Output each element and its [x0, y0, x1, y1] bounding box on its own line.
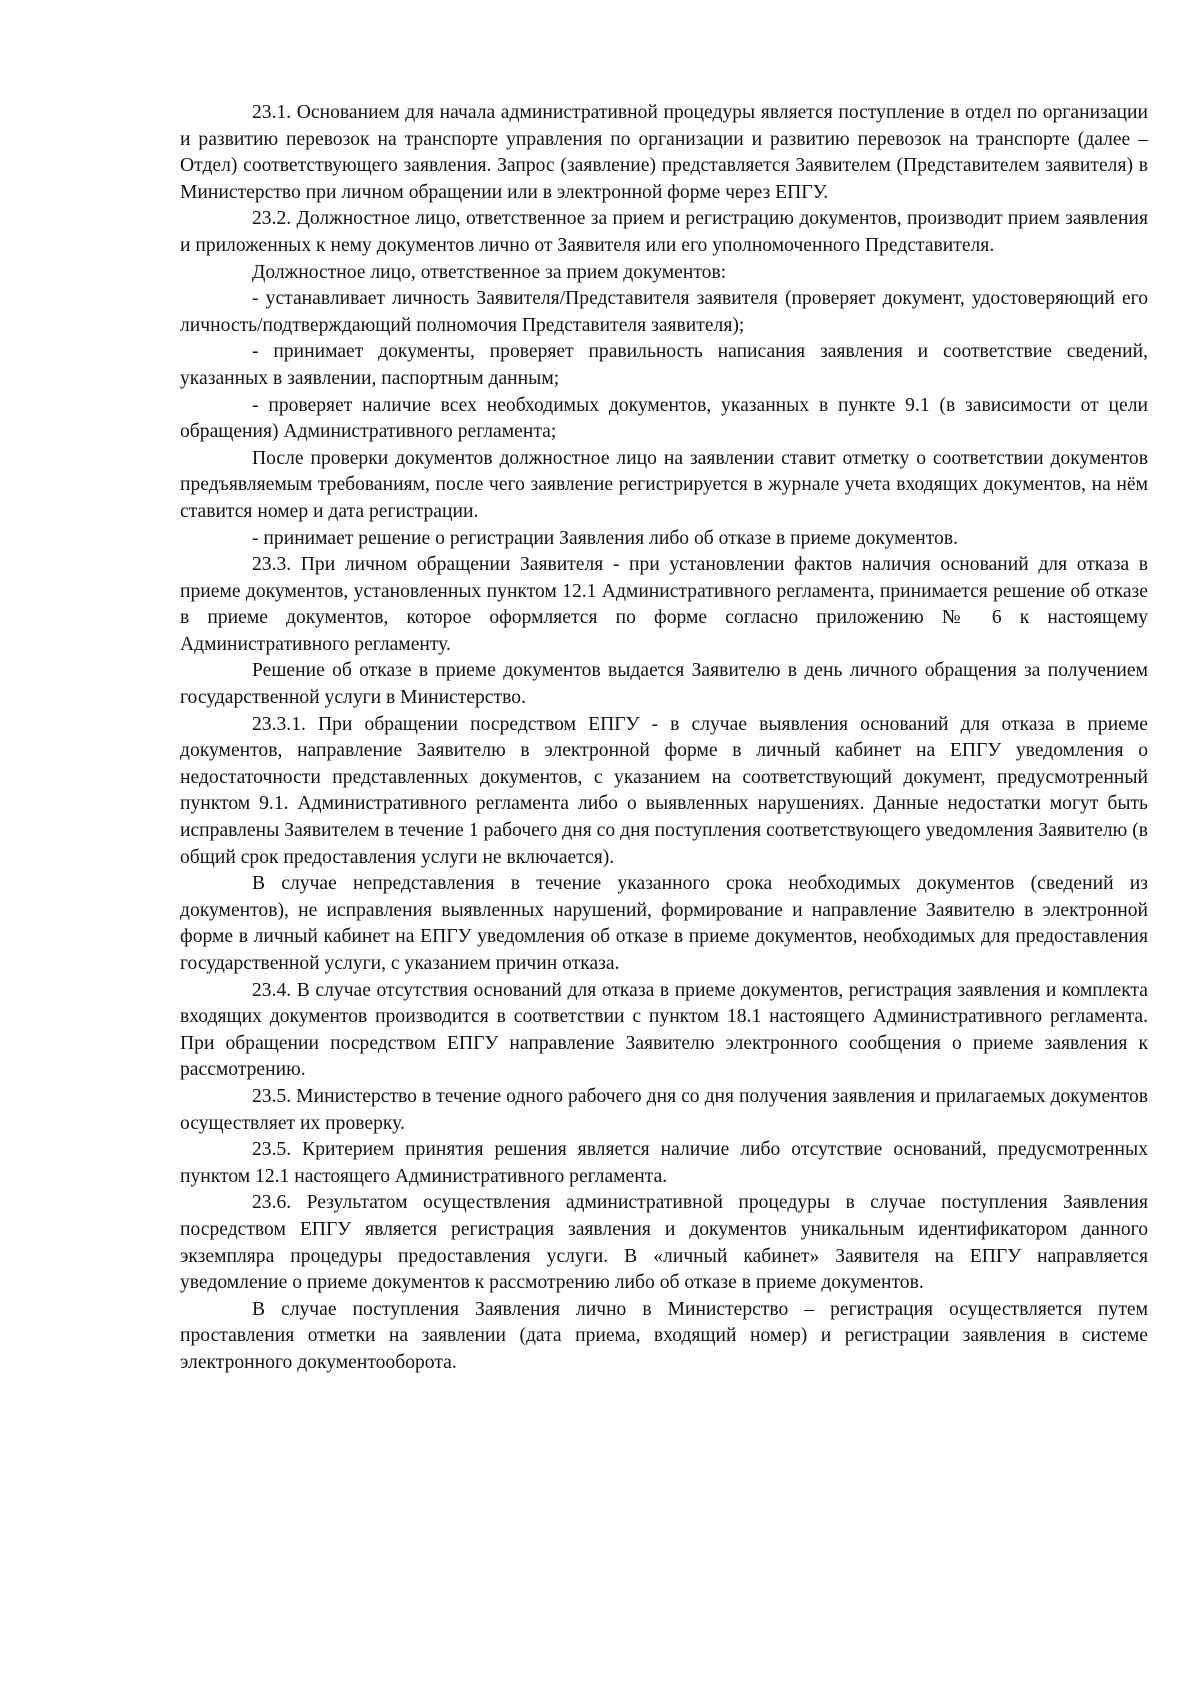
paragraph-nonsubmission: В случае непредставления в течение указанного срока необходимых документов (сведений из документов), не исправления выявленных нарушений, формирование и направление Заявителю в электронной форме в личный кабинет на ЕПГУ уведомления об отказе в приеме документов, необходимых для предоставления государственной услуги, с указанием причин отказа. [180, 873, 1148, 974]
paragraph-23-3: 23.3. При личном обращении Заявителя - при установлении фактов наличия оснований для отказа в приеме документов, установленных пунктом 12.1 Административного регламента, принимается решение об отказе в приеме документов, которое оформляется по форме согласно приложению № 6 к настоящему Административного регламенту. [180, 554, 1148, 655]
paragraph-after-check: После проверки документов должностное лицо на заявлении ставит отметку о соответствии документов предъявляемым требованиям, после чего заявление регистрируется в журнале учета входящих документов, на нём ставится номер и дата регистрации. [180, 447, 1148, 522]
paragraph-identity-check: - устанавливает личность Заявителя/Представителя заявителя (проверяет документ, удостоверяющий его личность/подтверждающий полномочия Представителя заявителя); [180, 288, 1148, 336]
paragraph-accept-documents: - принимает документы, проверяет правильность написания заявления и соответствие сведений, указанных в заявлении, паспортным данным; [180, 341, 1148, 389]
paragraph-23-5-criterion: 23.5. Критерием принятия решения является наличие либо отсутствие оснований, предусмотренных пунктом 12.1 настоящего Административного регламента. [180, 1139, 1148, 1187]
paragraph-official-intro: Должностное лицо, ответственное за прием документов: [252, 261, 727, 283]
paragraph-23-2: 23.2. Должностное лицо, ответственное за прием и регистрацию документов, производит прием заявления и приложенных к нему документов лично от Заявителя или его уполномоченного Представителя. [180, 208, 1148, 256]
paragraph-in-person-registration: В случае поступления Заявления лично в Министерство – регистрация осуществляется путем проставления отметки на заявлении (дата приема, входящий номер) и регистрации заявления в системе электронного документооборота. [180, 1298, 1148, 1373]
paragraph-23-5-review: 23.5. Министерство в течение одного рабочего дня со дня получения заявления и прилагаемых документов осуществляет их проверку. [180, 1085, 1148, 1134]
paragraph-23-6: 23.6. Результатом осуществления административной процедуры в случае поступления Заявления посредством ЕПГУ является регистрация заявления и документов уникальным идентификатором данного экземпляра процедуры предоставления услуги. В «личный кабинет» Заявителя на ЕПГУ направляется уведомление о приеме документов к рассмотрению либо об отказе в приеме документов. [180, 1192, 1148, 1294]
paragraph-registration-decision: - принимает решение о регистрации Заявления либо об отказе в приеме документов. [252, 527, 958, 549]
paragraph-check-completeness: - проверяет наличие всех необходимых документов, указанных в пункте 9.1 (в зависимости от цели обращения) Административного регламента; [180, 394, 1148, 443]
document-page [180, 100, 1148, 1377]
paragraph-23-4: 23.4. В случае отсутствия оснований для отказа в приеме документов, регистрация заявления и комплекта входящих документов производится в соответствии с пунктом 18.1 настоящего Административного регламента. При обращении посредством ЕПГУ направление Заявителю электронного сообщения о приеме заявления к рассмотрению. [180, 979, 1148, 1081]
paragraph-refusal-issued: Решение об отказе в приеме документов выдается Заявителю в день личного обращения за получением государственной услуги в Министерство. [180, 660, 1148, 709]
paragraph-23-1: 23.1. Основанием для начала административной процедуры является поступление в отдел по организации и развитию перевозок на транспорте управления по организации и развитию перевозок на транспорте (далее – Отдел) соответствующего заявления. Запрос (заявление) представляется Заявителем (Представителем заявителя) в Министерство при личном обращении или в электронной форме через ЕПГУ. [180, 102, 1148, 203]
paragraph-23-3-1: 23.3.1. При обращении посредством ЕПГУ - в случае выявления оснований для отказа в приеме документов, направление Заявителю в электронной форме в личный кабинет на ЕПГУ уведомления о недостаточности представленных документов, с указанием на соответствующий документ, предусмотренный пунктом 9.1. Административного регламента либо о выявленных нарушениях. Данные недостатки могут быть исправлены Заявителем в течение 1 рабочего дня со дня поступления соответствующего уведомления Заявителю (в общий срок предоставления услуги не включается). [180, 713, 1148, 868]
